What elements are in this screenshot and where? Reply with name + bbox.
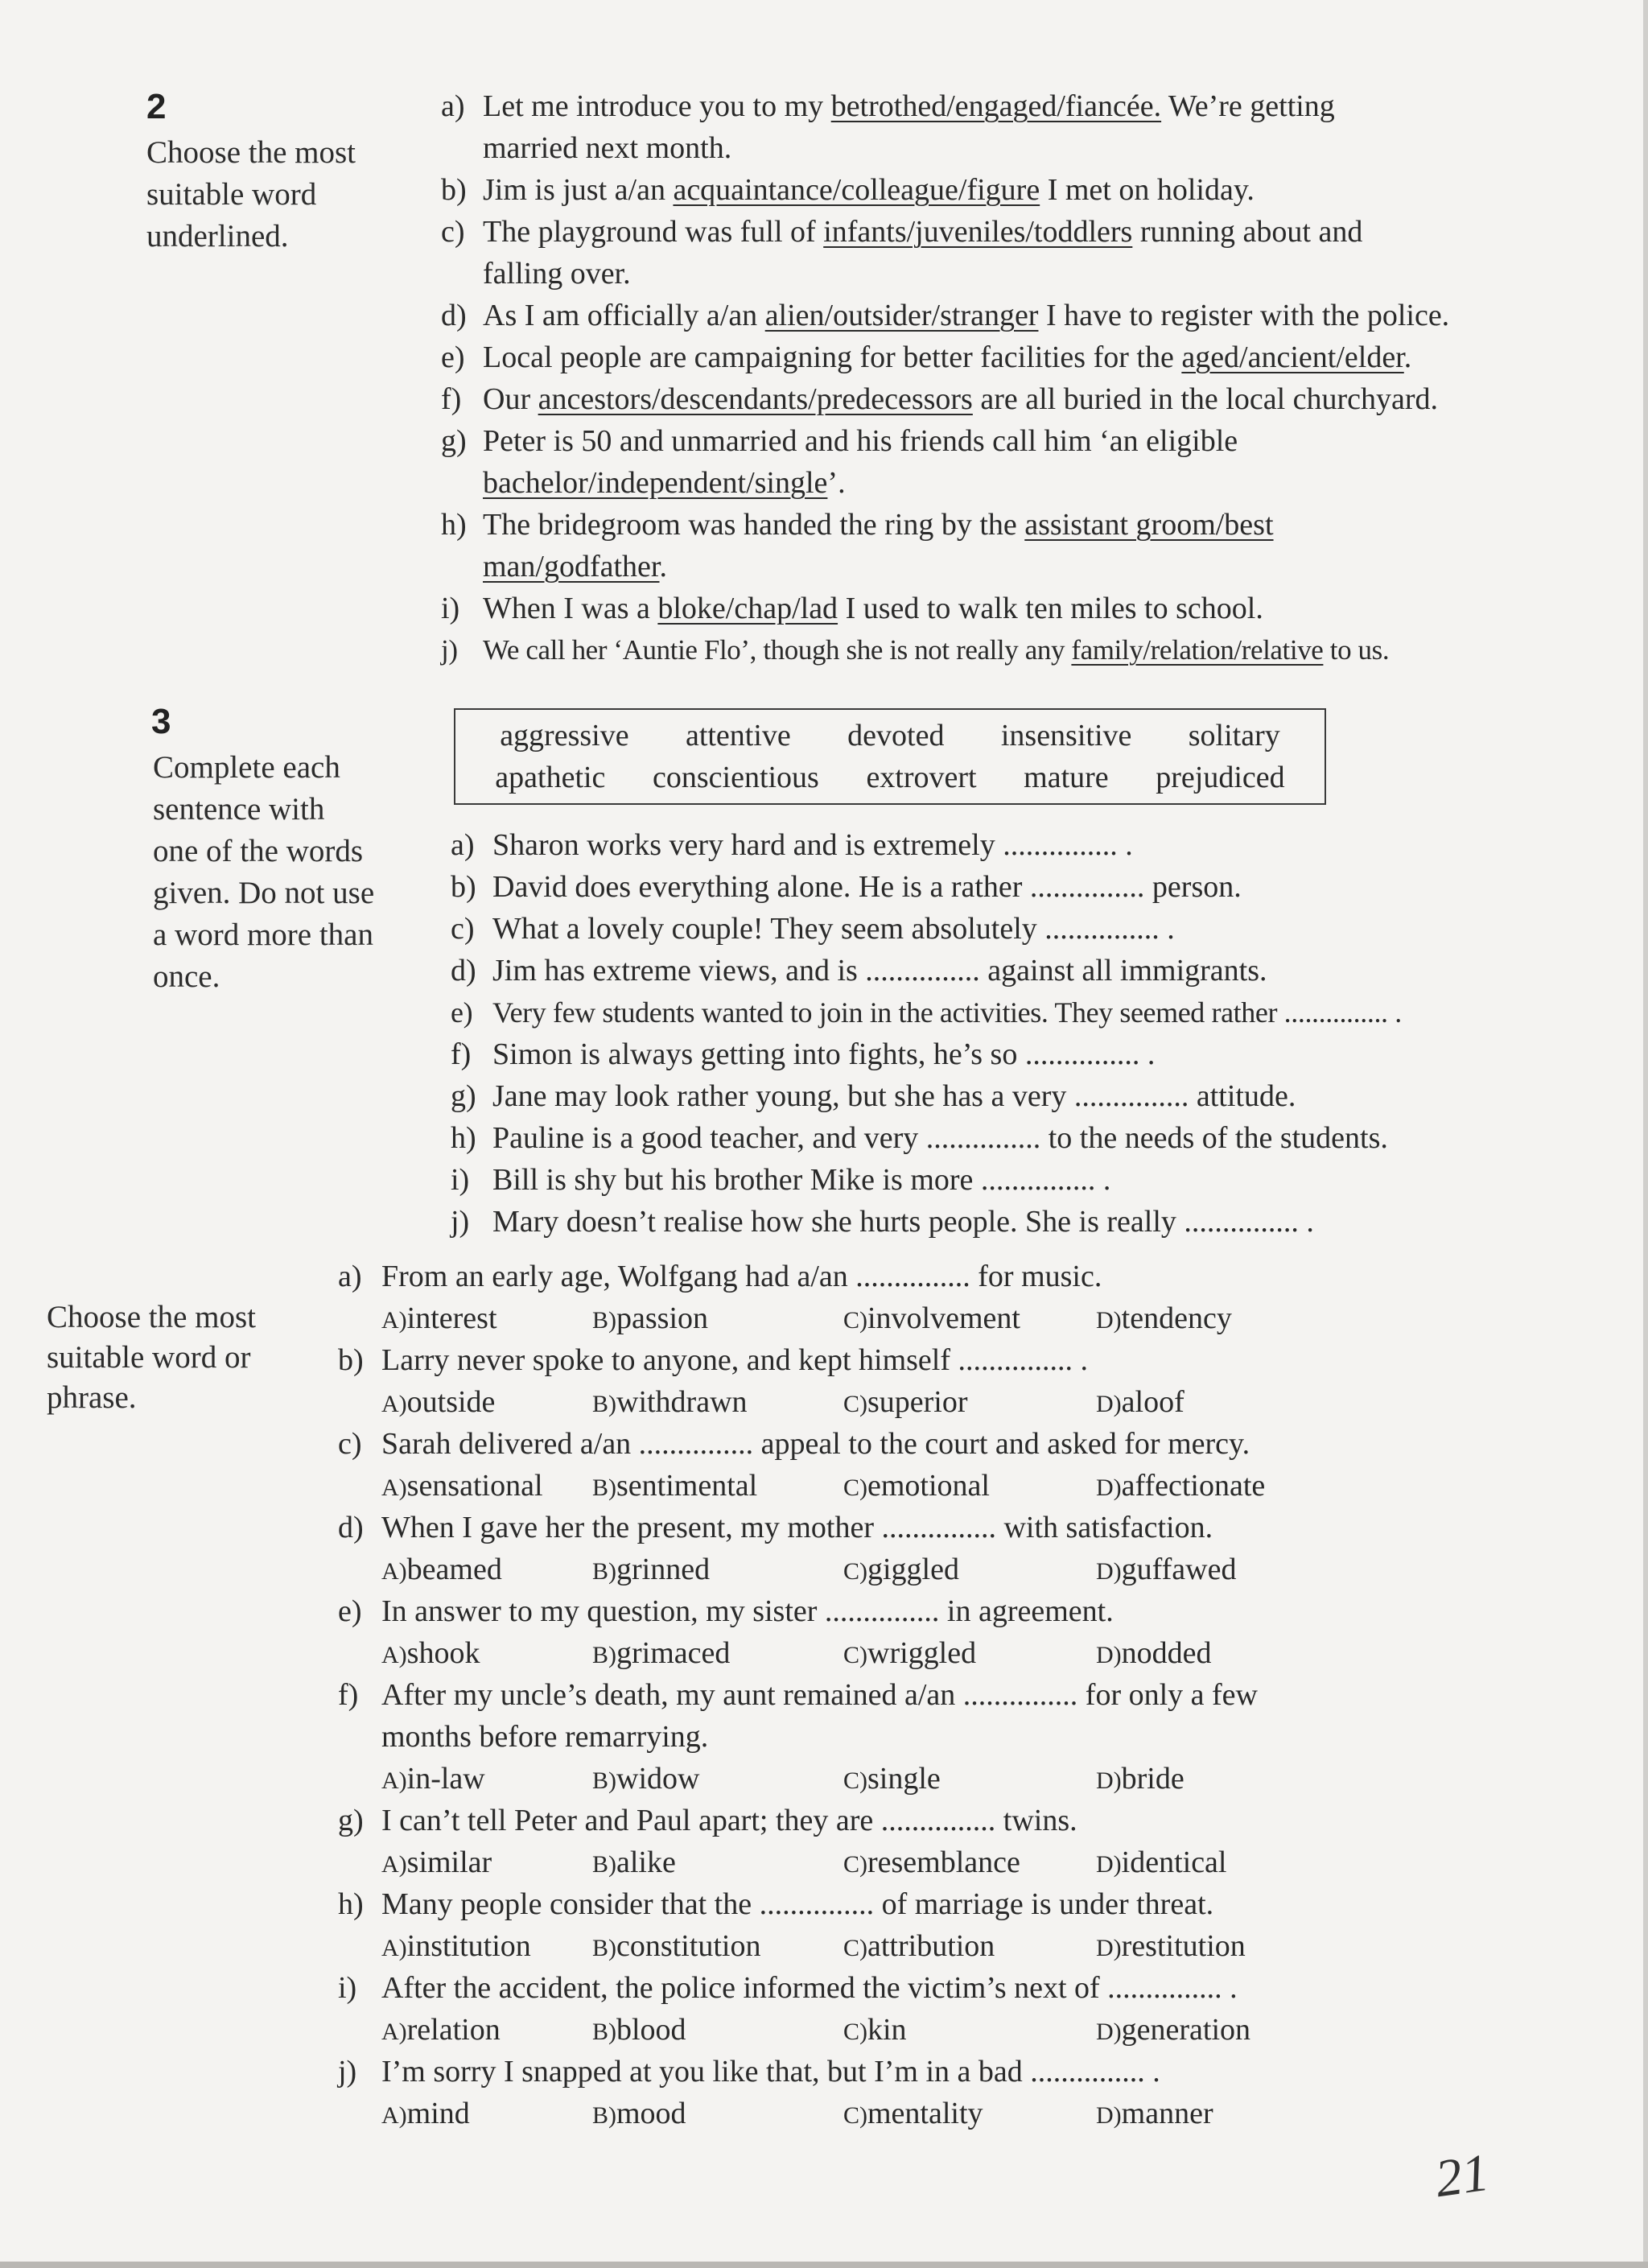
answer-option-a[interactable]: A)beamed [381, 1553, 502, 1586]
word-box [454, 708, 1326, 805]
answer-option-b[interactable]: B)constitution [592, 1929, 761, 1963]
answer-option-d[interactable]: D)nodded [1096, 1636, 1212, 1670]
answer-option-b[interactable]: B)mood [592, 2097, 686, 2130]
answer-option-c[interactable]: C)kin [843, 2013, 907, 2047]
word: extrovert [866, 761, 977, 794]
answer-option-c[interactable]: C)emotional [843, 1469, 990, 1503]
answer-option-d[interactable]: D)aloof [1096, 1385, 1184, 1419]
section-2-number: 2 [146, 87, 167, 126]
word: insensitive [1000, 719, 1132, 753]
answer-option-b[interactable]: B)grimaced [592, 1636, 731, 1670]
section-3-instruction: Complete each sentence with one of the words given. Do not use a word more than once. [153, 750, 375, 994]
answer-option-b[interactable]: B)withdrawn [592, 1385, 748, 1419]
answer-option-d[interactable]: D)manner [1096, 2097, 1213, 2130]
word-box-row [455, 757, 1325, 798]
section-2-instruction: Choose the most suitable word underlined. [146, 135, 356, 254]
page-number: 21 [1432, 2142, 1493, 2209]
word: conscientious [653, 761, 819, 794]
answer-option-d[interactable]: D)guffawed [1096, 1553, 1237, 1586]
answer-option-a[interactable]: A)sensational [381, 1469, 543, 1503]
answer-option-c[interactable]: C)giggled [843, 1553, 959, 1586]
answer-option-a[interactable]: A)outside [381, 1385, 496, 1419]
word: solitary [1188, 719, 1280, 753]
answer-option-a[interactable]: A)in-law [381, 1762, 485, 1796]
answer-option-a[interactable]: A)shook [381, 1636, 480, 1670]
answer-option-c[interactable]: C)single [843, 1762, 941, 1796]
answer-option-a[interactable]: A)relation [381, 2013, 501, 2047]
answer-option-c[interactable]: C)attribution [843, 1929, 995, 1963]
answer-option-a[interactable]: A)interest [381, 1301, 497, 1335]
answer-option-b[interactable]: B)sentimental [592, 1469, 758, 1503]
page-edge-bottom [0, 2262, 1648, 2268]
answer-option-c[interactable]: C)resemblance [843, 1845, 1020, 1879]
word: aggressive [500, 719, 629, 753]
word-box-row [455, 715, 1325, 757]
word: apathetic [495, 761, 606, 794]
page-edge [1643, 0, 1648, 2268]
answer-option-b[interactable]: B)passion [592, 1301, 708, 1335]
answer-option-a[interactable]: A)institution [381, 1929, 531, 1963]
answer-option-b[interactable]: B)alike [592, 1845, 676, 1879]
word: mature [1024, 761, 1109, 794]
answer-option-b[interactable]: B)blood [592, 2013, 686, 2047]
answer-option-d[interactable]: D)identical [1096, 1845, 1227, 1879]
answer-option-c[interactable]: C)mentality [843, 2097, 983, 2130]
answer-option-d[interactable]: D)affectionate [1096, 1469, 1266, 1503]
answer-option-c[interactable]: C)involvement [843, 1301, 1020, 1335]
word: devoted [847, 719, 945, 753]
answer-option-c[interactable]: C)wriggled [843, 1636, 977, 1670]
word: prejudiced [1156, 761, 1285, 794]
answer-option-d[interactable]: D)restitution [1096, 1929, 1246, 1963]
answer-option-a[interactable]: A)similar [381, 1845, 492, 1879]
word: attentive [685, 719, 791, 753]
answer-option-b[interactable]: B)widow [592, 1762, 700, 1796]
answer-option-d[interactable]: D)bride [1096, 1762, 1184, 1796]
answer-option-b[interactable]: B)grinned [592, 1553, 711, 1586]
answer-option-c[interactable]: C)superior [843, 1385, 968, 1419]
answer-option-d[interactable]: D)tendency [1096, 1301, 1232, 1335]
answer-option-a[interactable]: A)mind [381, 2097, 470, 2130]
answer-option-d[interactable]: D)generation [1096, 2013, 1251, 2047]
section-3-number: 3 [151, 702, 171, 741]
section-4-instruction: Choose the most suitable word or phrase. [47, 1300, 256, 1415]
